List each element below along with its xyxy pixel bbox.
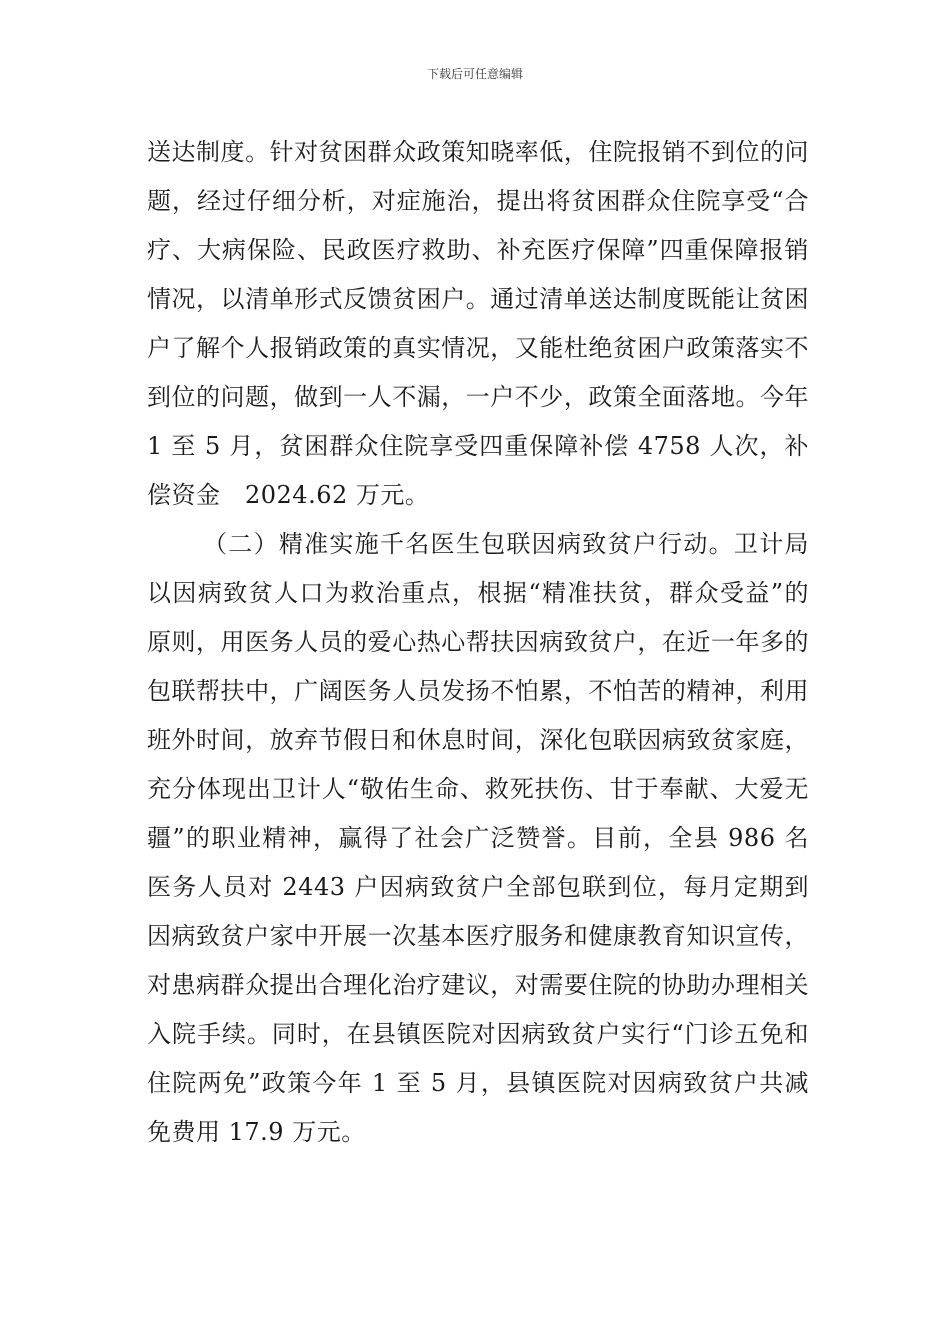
paragraph-clearance-system: 送达制度。针对贫困群众政策知晓率低，住院报销不到位的问题，经过仔细分析，对症施治，提出将贫困群众住院享受“合疗、大病保险、民政医疗救助、补充医疗保障”四重保障报销情况，以清单形式反馈贫困户。通过清单送达制度既能让贫困户了解个人报销政策的真实情况，又能杜绝贫困户政策落实不到位的问题，做到一人不漏，一户不少，政策全面落地。今年 1 至 5 月，贫困群众住院享受四重保障补偿 4758 人次，补偿资金 2024.62 万元。 [147, 138, 809, 509]
document-body [147, 128, 809, 1157]
paragraph-doctor-pairing: （二）精准实施千名医生包联因病致贫户行动。卫计局以因病致贫人口为救治重点，根据“精准扶贫，群众受益”的原则，用医务人员的爱心热心帮扶因病致贫户，在近一年多的包联帮扶中，广阔医务人员发扬不怕累，不怕苦的精神，利用班外时间，放弃节假日和休息时间，深化包联因病致贫家庭，充分体现出卫计人“敬佑生命、救死扶伤、甘于奉献、大爱无疆”的职业精神，赢得了社会广泛赞誉。目前，全县 986 名医务人员对 2443 户因病致贫户全部包联到位，每月定期到因病致贫户家中开展一次基本医疗服务和健康教育知识宣传，对患病群众提出合理化治疗建议，对需要住院的协助办理相关入院手续。同时，在县镇医院对因病致贫户实行“门诊五免和住院两免”政策今年 1 至 5 月，县镇医院对因病致贫户共减免费用 17.9 万元。 [147, 530, 809, 1146]
page-header: 下载后可任意编辑 [426, 67, 523, 81]
